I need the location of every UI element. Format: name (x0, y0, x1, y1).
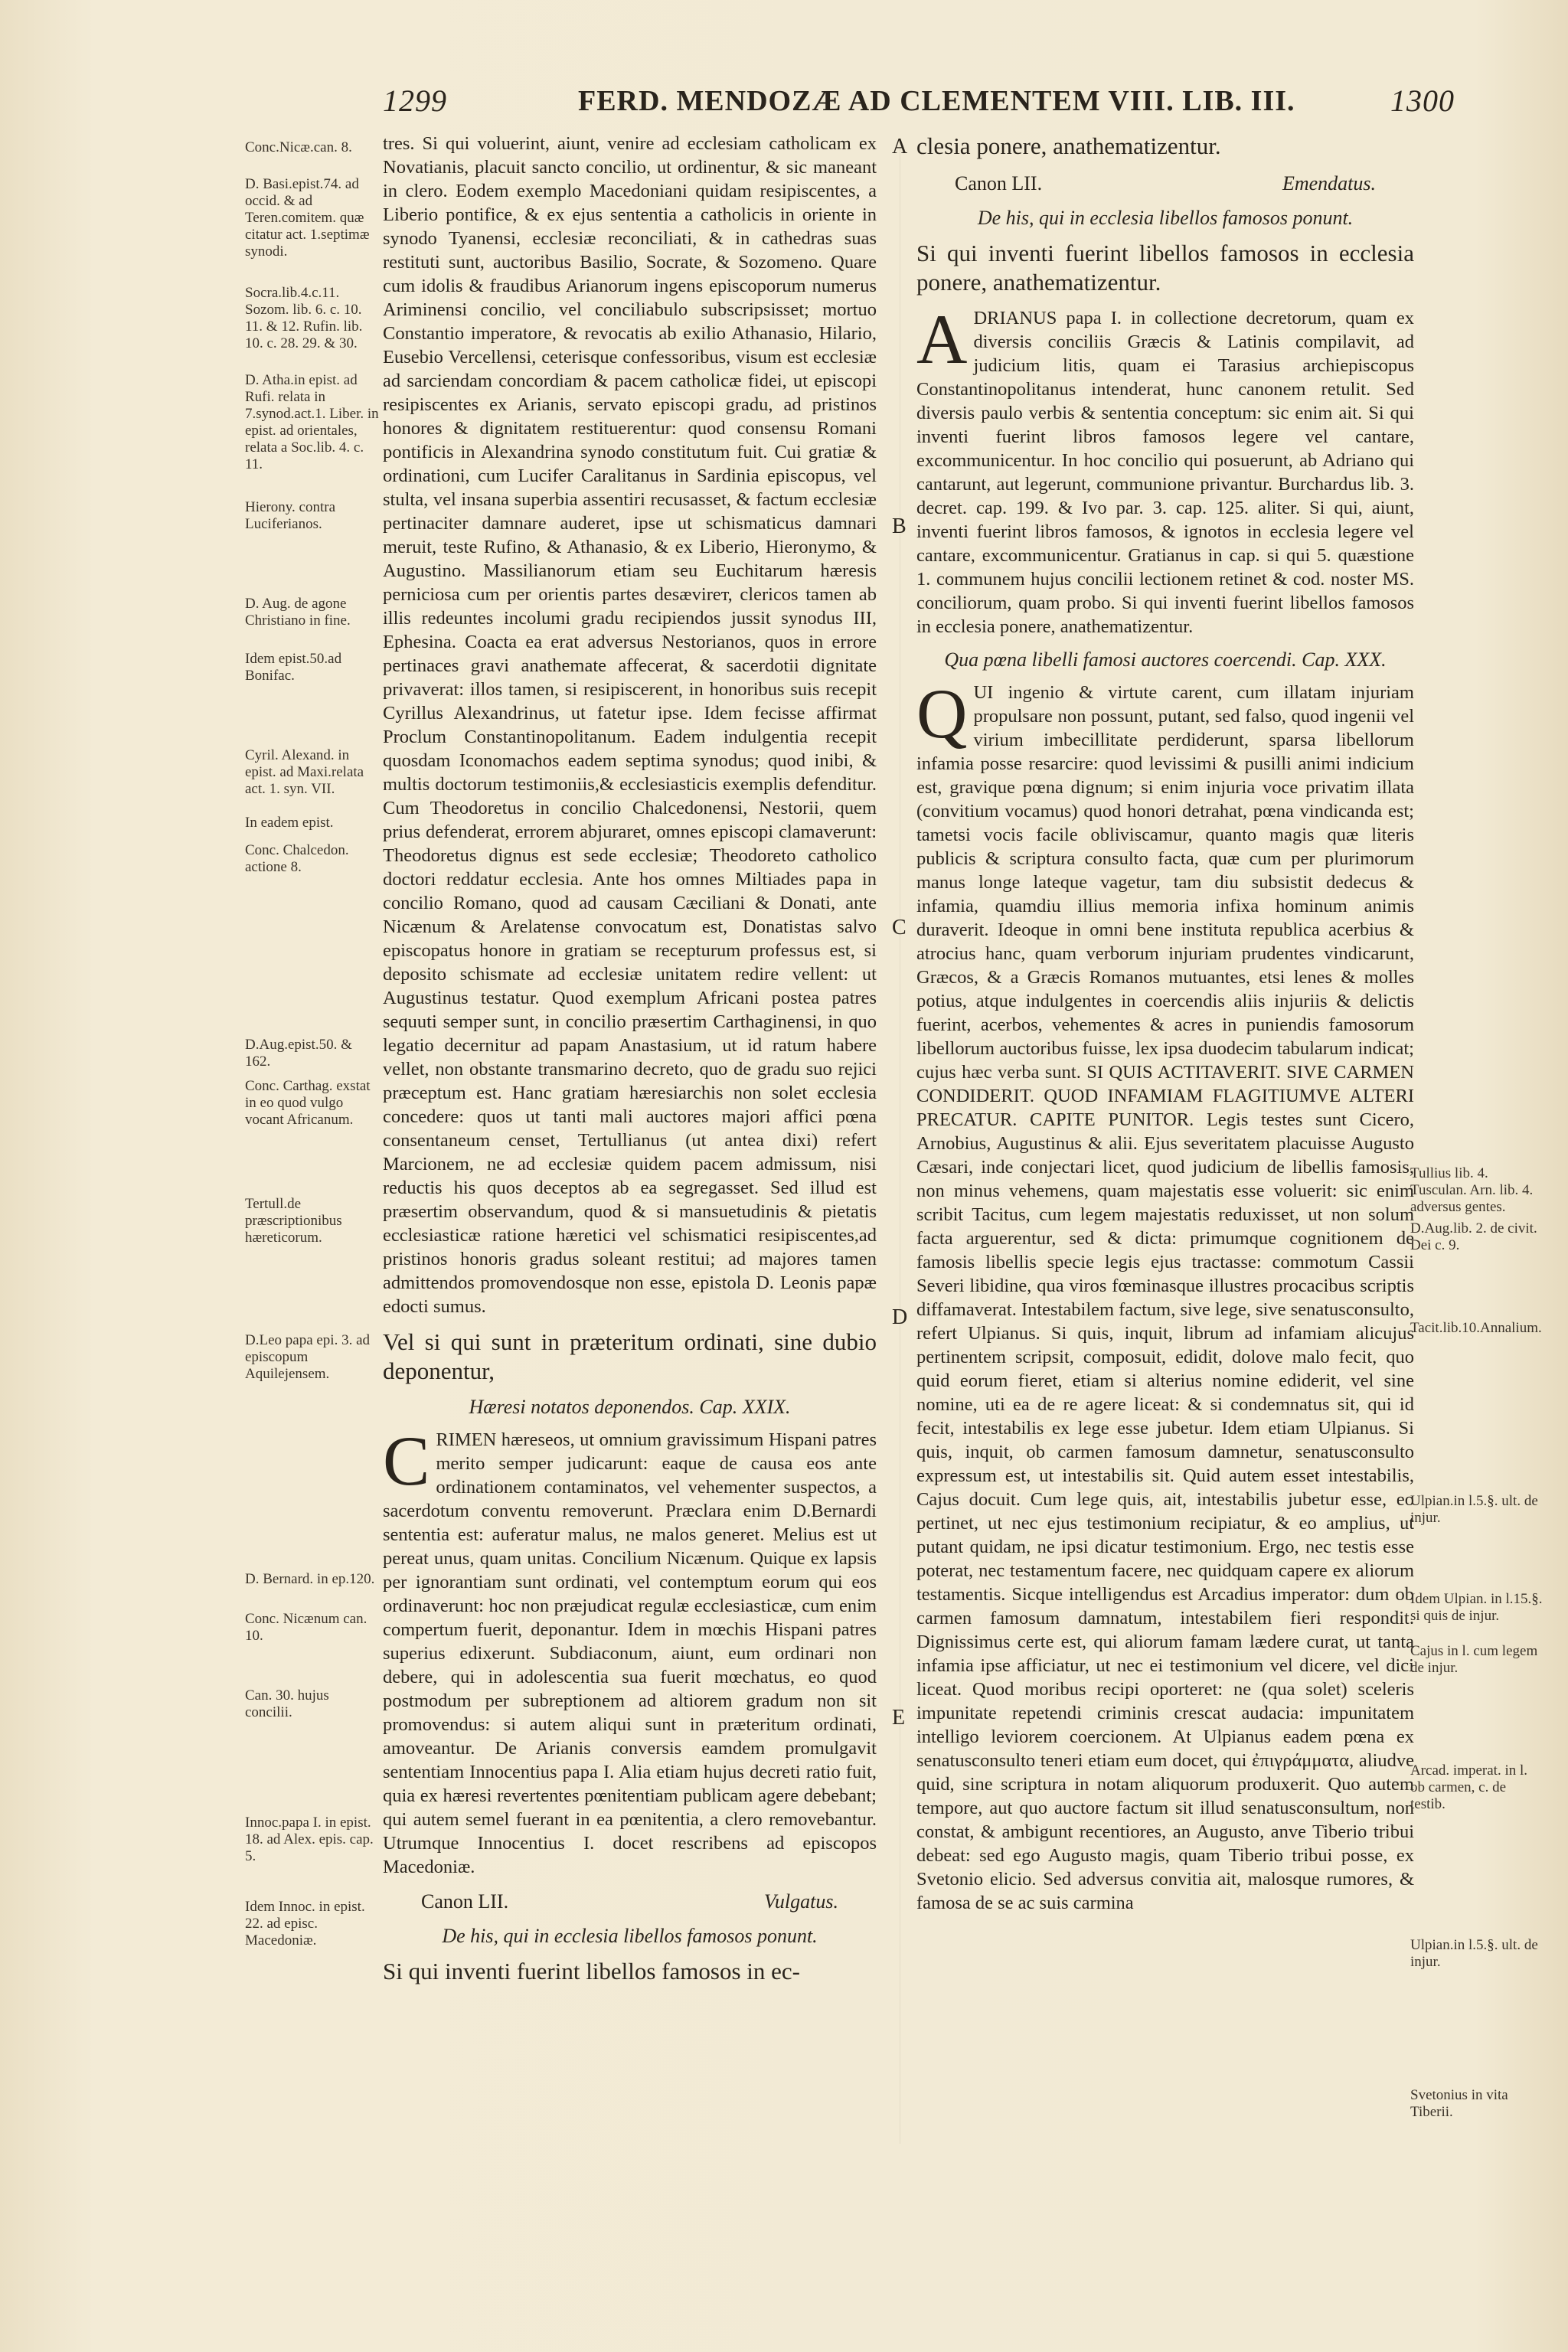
margin-note: Tacit.lib.10.Annalium. (1410, 1320, 1542, 1336)
margin-note: D. Bernard. in ep.120. (245, 1571, 375, 1587)
chapter-30-heading: Qua pœna libelli famosi auctores coercendi. Cap. XXX. (944, 648, 1387, 671)
section-letter-d: D (892, 1305, 908, 1329)
adrianus-paragraph (916, 300, 1414, 639)
drop-cap-q: Q (916, 675, 968, 753)
margin-note: Conc. Chalcedon. actione 8. (245, 842, 349, 875)
page-number-right: 1300 (1390, 83, 1455, 118)
left-canon-label-row (421, 1890, 838, 1913)
chapter-29-paragraph (383, 1422, 877, 1879)
left-column (383, 132, 877, 1995)
right-canon-body: Si qui inventi fuerint libellos famosos in ecclesia ponere, anathematizentur. (916, 240, 1414, 296)
margin-note: In eadem epist. (245, 815, 334, 831)
section-letter-b: B (892, 514, 906, 538)
margin-note: Idem epist.50.ad Bonifac. (245, 651, 342, 684)
left-canon-text: Vel si qui sunt in præteritum ordinati, sine dubio deponentur, (383, 1328, 877, 1384)
margin-note: Cajus in l. cum legem de injur. (1410, 1643, 1538, 1676)
margin-note: Ulpian.in l.5.§. ult. de injur. (1410, 1937, 1538, 1970)
left-canon-body: Si qui inventi fuerint libellos famosos in ec- (383, 1958, 800, 1984)
margin-note: Arcad. imperat. in l. ob carmen, c. de testib. (1410, 1762, 1528, 1812)
margin-note: D. Aug. de agone Christiano in fine. (245, 596, 351, 629)
page-number-left: 1299 (383, 83, 447, 118)
right-canon-version: Emendatus. (1282, 172, 1376, 194)
margin-note: Hierony. contra Luciferianos. (245, 499, 335, 532)
margin-note: D. Atha.in epist. ad Rufi. relata in 7.synod.act.1. Liber. in epist. ad orientales, relata a Soc.lib. 4. c. 11. (245, 372, 379, 472)
left-canon-label: Canon LII. (421, 1890, 509, 1913)
margin-note: Idem Ulpian. in l.15.§. si quis de injur. (1410, 1591, 1543, 1624)
running-title: FERD. MENDOZÆ AD CLEMENTEM VIII. LIB. III. (578, 85, 1295, 117)
margin-note: D.Aug.epist.50. & 162. (245, 1037, 352, 1070)
right-canon-label-row (955, 172, 1376, 195)
margin-note: Ulpian.in l.5.§. ult. de injur. (1410, 1493, 1538, 1526)
margin-note: Socra.lib.4.c.11. Sozom. lib. 6. c. 10. 11. & 12. Rufin. lib. 10. c. 28. 29. & 30. (245, 285, 363, 351)
chapter-30-paragraph (916, 675, 1414, 1915)
chapter-30-text: UI ingenio & virtute carent, cum illatam injuriam propulsare non possunt, putant, sed falso, quod ingenii vel virium imbecillitate perdiderunt, sparsa libellorum infamia posse resarcire: quod levissimi & pusilli animi indicium est, gravique pœna dignum; si enim injuria voce privatim illata (convitium vocamus) quod honori detrahat, pœna vindicanda est; tametsi vocis facile obliviscamur, quanto magis quæ literis publicis & scriptura consulto facta, quæ cum per plurimorum manus longe lateque vagetur, tam diu subsistit dedecus & infamia, quamdiu illius memoria infixa hominum animis duraverit. Ideoque in omni bene instituta republica acerbius & atrocius hanc, quam verborum injuriam prudentes vindicarunt, Græcos, & a Græcis Romanos mutuantes, etsi lenes & molles potius, atque indulgentes in coercendis aliis injuriis & delictis fuerint, acerbos, vehementes & acres in puniendis famosorum libellorum auctoribus fuisse, lex ipsa duodecim tabularum indicat; cujus hæc verba sunt. SI QUIS ACTITAVERIT. SIVE CARMEN CONDIDERIT. QUOD INFAMIAM FLAGITIUMVE ALTERI PRECATUR. CAPITE PUNITOR. Legis testes sunt Cicero, Arnobius, Augustinus & alii. Ejus severitatem placuisse Augusto Cæsari, inde conjectari licet, quod judicium de libellis famosis, non minus vehemens, quam majestatis esse voluerit: sic enim scribit Tacitus, cum legem majestatis reduxisset, ut non solum facta arguerentur, sed & dicta: primumque cognitionem de famosis libellis specie legis ejus tractasse: commotum Cassii Severi libidine, qua viros fœminasque illustres procacibus scriptis diffamaverat. Intestabilem factum, sive lege, sive senatusconsulto, refert Ulpianus. Si quis, inquit, librum ad infamiam alicujus pertinentem scripsit, composuit, edidit, dolove malo fecit, quo quid eorum fieret, etiam si alterius nomine ediderit, vel sine nomine, uti ea de re agere liceat: & si condemnatus sit, qui id fecit, intestabilis ex lege esse jubetur. Idem etiam Ulpianus. Si quis, inquit, ob carmen famosum damnetur, senatusconsulto expressum est, ut intestabilis sit. Quid autem esset intestabilis, Cajus docuit. Cum lege quis, ait, intestabilis jubetur esse, eo pertinet, ut nec ejus testimonium recipiatur, & eo amplius, ut putant quidam, ne ipsi dicatur testimonium. Ergo, nec testis esse poterat, nec testamentum facere, nec quidquam capere ex aliorum testamentis. Sicque intelligendus est Arcadius imperator: dum ob carmen famosum damnatum, intestabilem fieri respondit. Dignissimus certe est, qui aliorum famam lædere curat, ut tanta infamia ipse afficiatur, ut nec ei testimonium vel dicere, vel dici liceat. Quod moribus recipi oporteret: ne (qua solet) sceleris impunitate repetendi criminis crescat audacia: impunitatem intelligo leviorem coercionem. At Ulpianus eadem pœna ex senatusconsulto teneri etiam eum docet, qui ἐπιγράμματα, aliudve quid, sine scriptura in notam aliquorum produxerit. Quo autem tempore, aut quo auctore factum sit illud senatusconsultum, non constat, & ambigunt recentiores, an Augusto, anve Tiberio tribui debeat: sed ego Augusto magis, quam Tiberio tribui posse, ex Svetonio elicio. Sed adversus convitia ait, malosque rumores, & famosa de se ac suis carmina (916, 682, 1414, 1913)
margin-note: D. Basi.epist.74. ad occid. & ad Teren.comitem. quæ citatur act. 1.septimæ synodi. (245, 176, 370, 260)
section-letter-c: C (892, 916, 906, 939)
margin-note: Conc. Carthag. exstat in eo quod vulgo vocant Africanum. (245, 1078, 371, 1128)
margin-note: D.Aug.lib. 2. de civit. Dei c. 9. (1410, 1220, 1537, 1253)
left-canon-version: Vulgatus. (763, 1890, 838, 1913)
page-header (383, 83, 1455, 129)
drop-cap-a: A (916, 300, 968, 378)
margin-note: Conc. Nicænum can. 10. (245, 1611, 368, 1644)
right-continuation: clesia ponere, anathematizentur. (916, 132, 1221, 159)
section-letter-e: E (892, 1706, 906, 1730)
chapter-29-heading: Hæresi notatos deponendos. Cap. XXIX. (469, 1396, 791, 1418)
margin-note: Idem Innoc. in epist. 22. ad episc. Macedoniæ. (245, 1899, 365, 1949)
right-canon-label: Canon LII. (955, 172, 1043, 194)
right-column (916, 132, 1414, 1924)
right-canon-title: De his, qui in ecclesia libellos famosos ponunt. (977, 207, 1354, 229)
margin-note: Conc.Nicæ.can. 8. (245, 139, 352, 155)
margin-note: Can. 30. hujus concilii. (245, 1687, 329, 1720)
adrianus-text: DRIANUS papa I. in collectione decretorum, quam ex diversis conciliis Græcis & Latinis compilavit, ad judicium litis, quam ei Tarasius archiepiscopus Constantinopolitanus intenderat, hunc canonem retulit. Sed diversis paulo verbis & sententia conceptum: sic enim ait. Si qui inventi fuerint libros famosos legere vel cantare, excommunicentur. In hoc concilio qui posuerunt, ab Adriano qui cantarunt, aut legerunt, communione privantur. Burchardus lib. 3. decret. cap. 199. & Ivo par. 3. cap. 125. aliter. Si qui, aiunt, inventi fuerint libros famosos, & ignotos in ecclesia legere vel cantare, excommunicentur. Gratianus in cap. si qui 5. quæstione 1. communem hujus concilii lectionem retinet & cod. noster MS. conciliorum, quam probo. Si qui inventi fuerint libellos famosos in ecclesia ponere, anathematizentur. (916, 308, 1414, 637)
section-letter-a: A (892, 135, 908, 158)
margin-note: Cyril. Alexand. in epist. ad Maxi.relata act. 1. syn. VII. (245, 747, 364, 797)
margin-note: Svetonius in vita Tiberii. (1410, 2087, 1508, 2120)
margin-note: D.Leo papa epi. 3. ad episcopum Aquilejensem. (245, 1332, 371, 1382)
margin-note: Tertull.de præscriptionibus hæreticorum. (245, 1196, 342, 1246)
left-canon-title: De his, qui in ecclesia libellos famosos ponunt. (442, 1925, 818, 1947)
left-intro-paragraph: tres. Si qui voluerint, aiunt, venire ad ecclesiam catholicam ex Novatianis, placuit sancto concilio, ut ordinentur, & sic maneant in clero. Eodem exemplo Macedoniani quidam resipiscentes, a Liberio pontifice, & ex ejus sententia a catholicis in oriente in synodo Tyanensi, ecclesiæ reconciliati, & in cathedras suas restituti sunt, auctoribus Basilio, Socrate, & Sozomeno. Quare cum idolis & fraudibus Arianorum ingens episcoporum numerus Ariminensi concilio, vel conciliabulo subscripsisset; mortuo Constantio imperatore, & revocatis ab exilio Athanasio, Hilario, Eusebio Vercellensi, ceterisque confessoribus, visum est ecclesiæ ad sarciendam concordiam & pacem catholicæ fidei, ut episcopi resipiscentes ex Arianis, servato episcopi gradu, ad pristinos honores & dignitatem restituerentur: quod consensu Romani pontificis in Alexandrina synodo constitutum fuit. Cui gratiæ & ordinationi, cum Lucifer Caralitanus in Sardinia episcopus, vel stulta, vel insana superbia assentiri recusasset, & factum ecclesiæ pertinaciter damnare auderet, ipse ut schismaticus damnari meruit, teste Rufino, & Athanasio, & ex Liberio, Hieronymo, & Augustino. Massilianorum etiam seu Euchitarum hæresis perniciosa cum per orientis partes desævirет, clericos tamen ab illis redeuntes incolumi gradu recipiendos jussit synodus III, Ephesina. Coacta ea erat adversus Nestorianos, quos in errore pertinaces gravi anathemate affecerat, & sacerdotii dignitate privaverat: illos tamen, si resipiscerent, in honoribus suis recepit Cyrillus Alexandrinus, ut fatetur ipse. Idem fecisse affirmat Proclum Constantinopolitanum. Eadem indulgentia recepit quosdam Iconomachos eadem septima synodus; quod inibi, & multis doctorum testimoniis,& ecclesiasticis exemplis defenditur. Cum Theodoretus in concilio Chalcedonensi, Nestorii, quem prius defenderat, errorem abjuraret, omnes episcopi clamaverunt: Theodoretus dignus est sede ecclesiæ; Theodoreto catholico doctori reddatur ecclesia. Ante hos omnes Miltiades papa in concilio Romano, quod ad causam Cæciliani & Donati, ante Nicænum & Arelatense convocatum est, Donatistas salvo episcopatus honore in gratiam se recepturum professus est, si deposito schismate ad ecclesiæ unitatem redire vellent: ut Augustinus testatur. Quod exemplum Africani postea patres sequuti semper sunt, in concilio præsertim Carthaginensi, in quo legatio decernitur ad papam Anastasium, ut id ratum habere vellet, non obstante transmarino decreto, quo de gradu suo rejici præceptum est. Hanc gratiam hæresiarchis non solet ecclesia concedere: quos ut tanti mali auctores majori affici pœna consentaneum censet, Tertullianus (ut antea dixi) refert Marcionem, ne ad ecclesiæ quidem pacem admissum, nisi reductis his quos deceptos ab ea segregasset. Sed illud est præsertim observandum, quod & si mansuetudinis & pietatis ecclesiasticæ ratione hæretici vel schismatici resipiscentes,ad pristinos honoris gradus soleant restitui; ad majores tamen admittendos promovendosque non esse, epistola D. Leonis papæ edocti sumus. (383, 133, 877, 1317)
drop-cap-c: C (383, 1422, 430, 1500)
margin-note: Tullius lib. 4. Tusculan. Arn. lib. 4. adversus gentes. (1410, 1165, 1534, 1215)
margin-note: Innoc.papa I. in epist. 18. ad Alex. epis. cap. 5. (245, 1815, 374, 1864)
chapter-29-text: RIMEN hæreseos, ut omnium gravissimum Hispani patres merito semper judicarunt: eaque de causa eos ante ordinationem contaminatos, vel vehementer suspectos, a sacerdotum conventu removerunt. Præclara enim D.Bernardi sententia est: auferatur malus, ne malos generet. Melius est ut pereat unus, quam unitas. Concilium Nicænum. Quique ex lapsis per ignorantiam sunt ordinati, vel contemptum eorum qui eos ordinaverunt: hoc non præjudicat regulæ ecclesiasticæ, cum enim compertum fuerit, deponantur. Idem in mœchis Hispani patres superius edixerunt. Subdiaconum, aiunt, eum ordinari non debere, qui in adolescentia sua fuerit mœchatus, eo quod postmodum per subreptionem ad altiorem gradum non sit promovendus: si autem aliqui sunt in præteritum ordinati, amoveantur. De Arianis conversis eamdem promulgavit sententiam Innocentius papa I. Alia etiam hujus decreti ratio fuit, quia ex hæresi revertentes pœnitentiam publicam agere debebant; qui autem semel fuerant in ea pœnitentia, a clero removebantur. Utrumque Innocentius I. docet rescribens ad episcopos Macedoniæ. (383, 1429, 877, 1877)
